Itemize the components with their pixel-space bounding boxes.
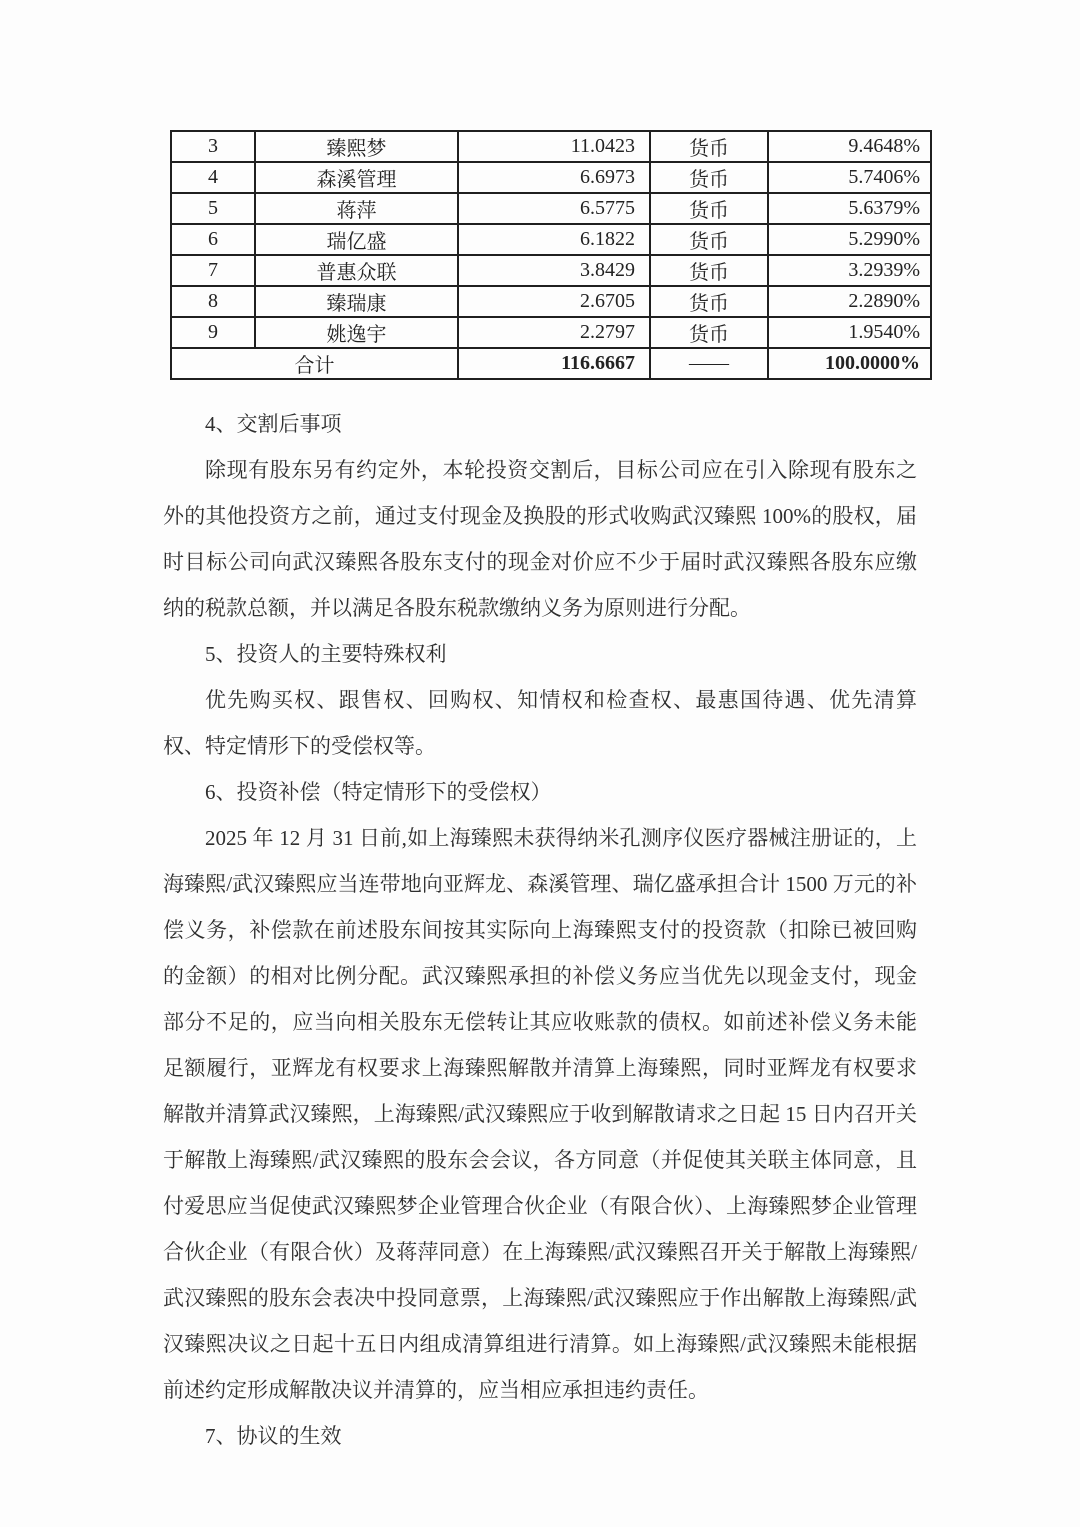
ownership-percent: 9.4648%	[768, 131, 931, 162]
table-row	[171, 317, 931, 348]
ownership-percent: 1.9540%	[768, 317, 931, 348]
ownership-percent: 5.6379%	[768, 193, 931, 224]
capital-amount: 6.5775	[458, 193, 650, 224]
row-index: 9	[171, 317, 255, 348]
shareholder-name: 姚逸宇	[255, 317, 458, 348]
total-amount: 116.6667	[458, 348, 650, 379]
table-row	[171, 162, 931, 193]
section-heading-4: 4、交割后事项	[205, 412, 342, 436]
contribution-type: 货币	[650, 317, 768, 348]
ownership-percent: 5.7406%	[768, 162, 931, 193]
row-index: 7	[171, 255, 255, 286]
shareholder-name: 臻熙梦	[255, 131, 458, 162]
capital-amount: 3.8429	[458, 255, 650, 286]
ownership-percent: 5.2990%	[768, 224, 931, 255]
table-row	[171, 193, 931, 224]
capital-amount: 11.0423	[458, 131, 650, 162]
total-label: 合计	[171, 348, 458, 379]
shareholder-name: 瑞亿盛	[255, 224, 458, 255]
shareholder-name: 森溪管理	[255, 162, 458, 193]
contribution-type: 货币	[650, 193, 768, 224]
contribution-type: 货币	[650, 286, 768, 317]
table-row	[171, 255, 931, 286]
capital-amount: 2.6705	[458, 286, 650, 317]
capital-amount: 6.1822	[458, 224, 650, 255]
ownership-percent: 3.2939%	[768, 255, 931, 286]
contribution-type: 货币	[650, 255, 768, 286]
contribution-type: 货币	[650, 162, 768, 193]
section-heading-6: 6、投资补偿（特定情形下的受偿权）	[205, 780, 552, 804]
section-paragraph-5: 优先购买权、跟售权、回购权、知情权和检查权、最惠国待遇、优先清算权、特定情形下的受偿权等。	[163, 688, 917, 758]
section-paragraph-4: 除现有股东另有约定外，本轮投资交割后，目标公司应在引入除现有股东之外的其他投资方之前，通过支付现金及换股的形式收购武汉臻熙 100%的股权，届时目标公司向武汉臻熙各股东支付的现金对价应不少于届时武汉臻熙各股东应缴纳的税款总额，并以满足各股东税款缴纳义务为原则进行分配。	[163, 458, 917, 620]
row-index: 5	[171, 193, 255, 224]
table-row	[171, 224, 931, 255]
row-index: 8	[171, 286, 255, 317]
contribution-type: 货币	[650, 131, 768, 162]
table-total-row	[171, 348, 931, 379]
total-percent: 100.0000%	[768, 348, 931, 379]
section-paragraph-6: 2025 年 12 月 31 日前,如上海臻熙未获得纳米孔测序仪医疗器械注册证的，上海臻熙/武汉臻熙应当连带地向亚辉龙、森溪管理、瑞亿盛承担合计 1500 万元的补偿义务，补偿款在前述股东间按其实际向上海臻熙支付的投资款（扣除已被回购的金额）的相对比例分配。武汉臻熙承担的补偿义务应当优先以现金支付，现金部分不足的，应当向相关股东无偿转让其应收账款的债权。如前述补偿义务未能足额履行，亚辉龙有权要求上海臻熙解散并清算上海臻熙，同时亚辉龙有权要求解散并清算武汉臻熙，上海臻熙/武汉臻熙应于收到解散请求之日起 15 日内召开关于解散上海臻熙/武汉臻熙的股东会会议，各方同意（并促使其关联主体同意，且付爱思应当促使武汉臻熙梦企业管理合伙企业（有限合伙）、上海臻熙梦企业管理合伙企业（有限合伙）及蒋萍同意）在上海臻熙/武汉臻熙召开关于解散上海臻熙/武汉臻熙的股东会表决中投同意票，上海臻熙/武汉臻熙应于作出解散上海臻熙/武汉臻熙决议之日起十五日内组成清算组进行清算。如上海臻熙/武汉臻熙未能根据前述约定形成解散决议并清算的，应当相应承担违约责任。	[163, 826, 917, 1402]
table-row	[171, 286, 931, 317]
shareholder-name: 臻瑞康	[255, 286, 458, 317]
table-row	[171, 131, 931, 162]
ownership-percent: 2.2890%	[768, 286, 931, 317]
section-heading-5: 5、投资人的主要特殊权利	[205, 642, 447, 666]
capital-amount: 6.6973	[458, 162, 650, 193]
row-index: 4	[171, 162, 255, 193]
shareholder-name: 普惠众联	[255, 255, 458, 286]
shareholder-table	[170, 130, 932, 380]
contribution-type: 货币	[650, 224, 768, 255]
row-index: 6	[171, 224, 255, 255]
capital-amount: 2.2797	[458, 317, 650, 348]
shareholder-name: 蒋萍	[255, 193, 458, 224]
section-heading-7: 7、协议的生效	[205, 1424, 342, 1448]
document-body	[163, 401, 917, 1459]
row-index: 3	[171, 131, 255, 162]
total-dash: ——	[650, 348, 768, 379]
